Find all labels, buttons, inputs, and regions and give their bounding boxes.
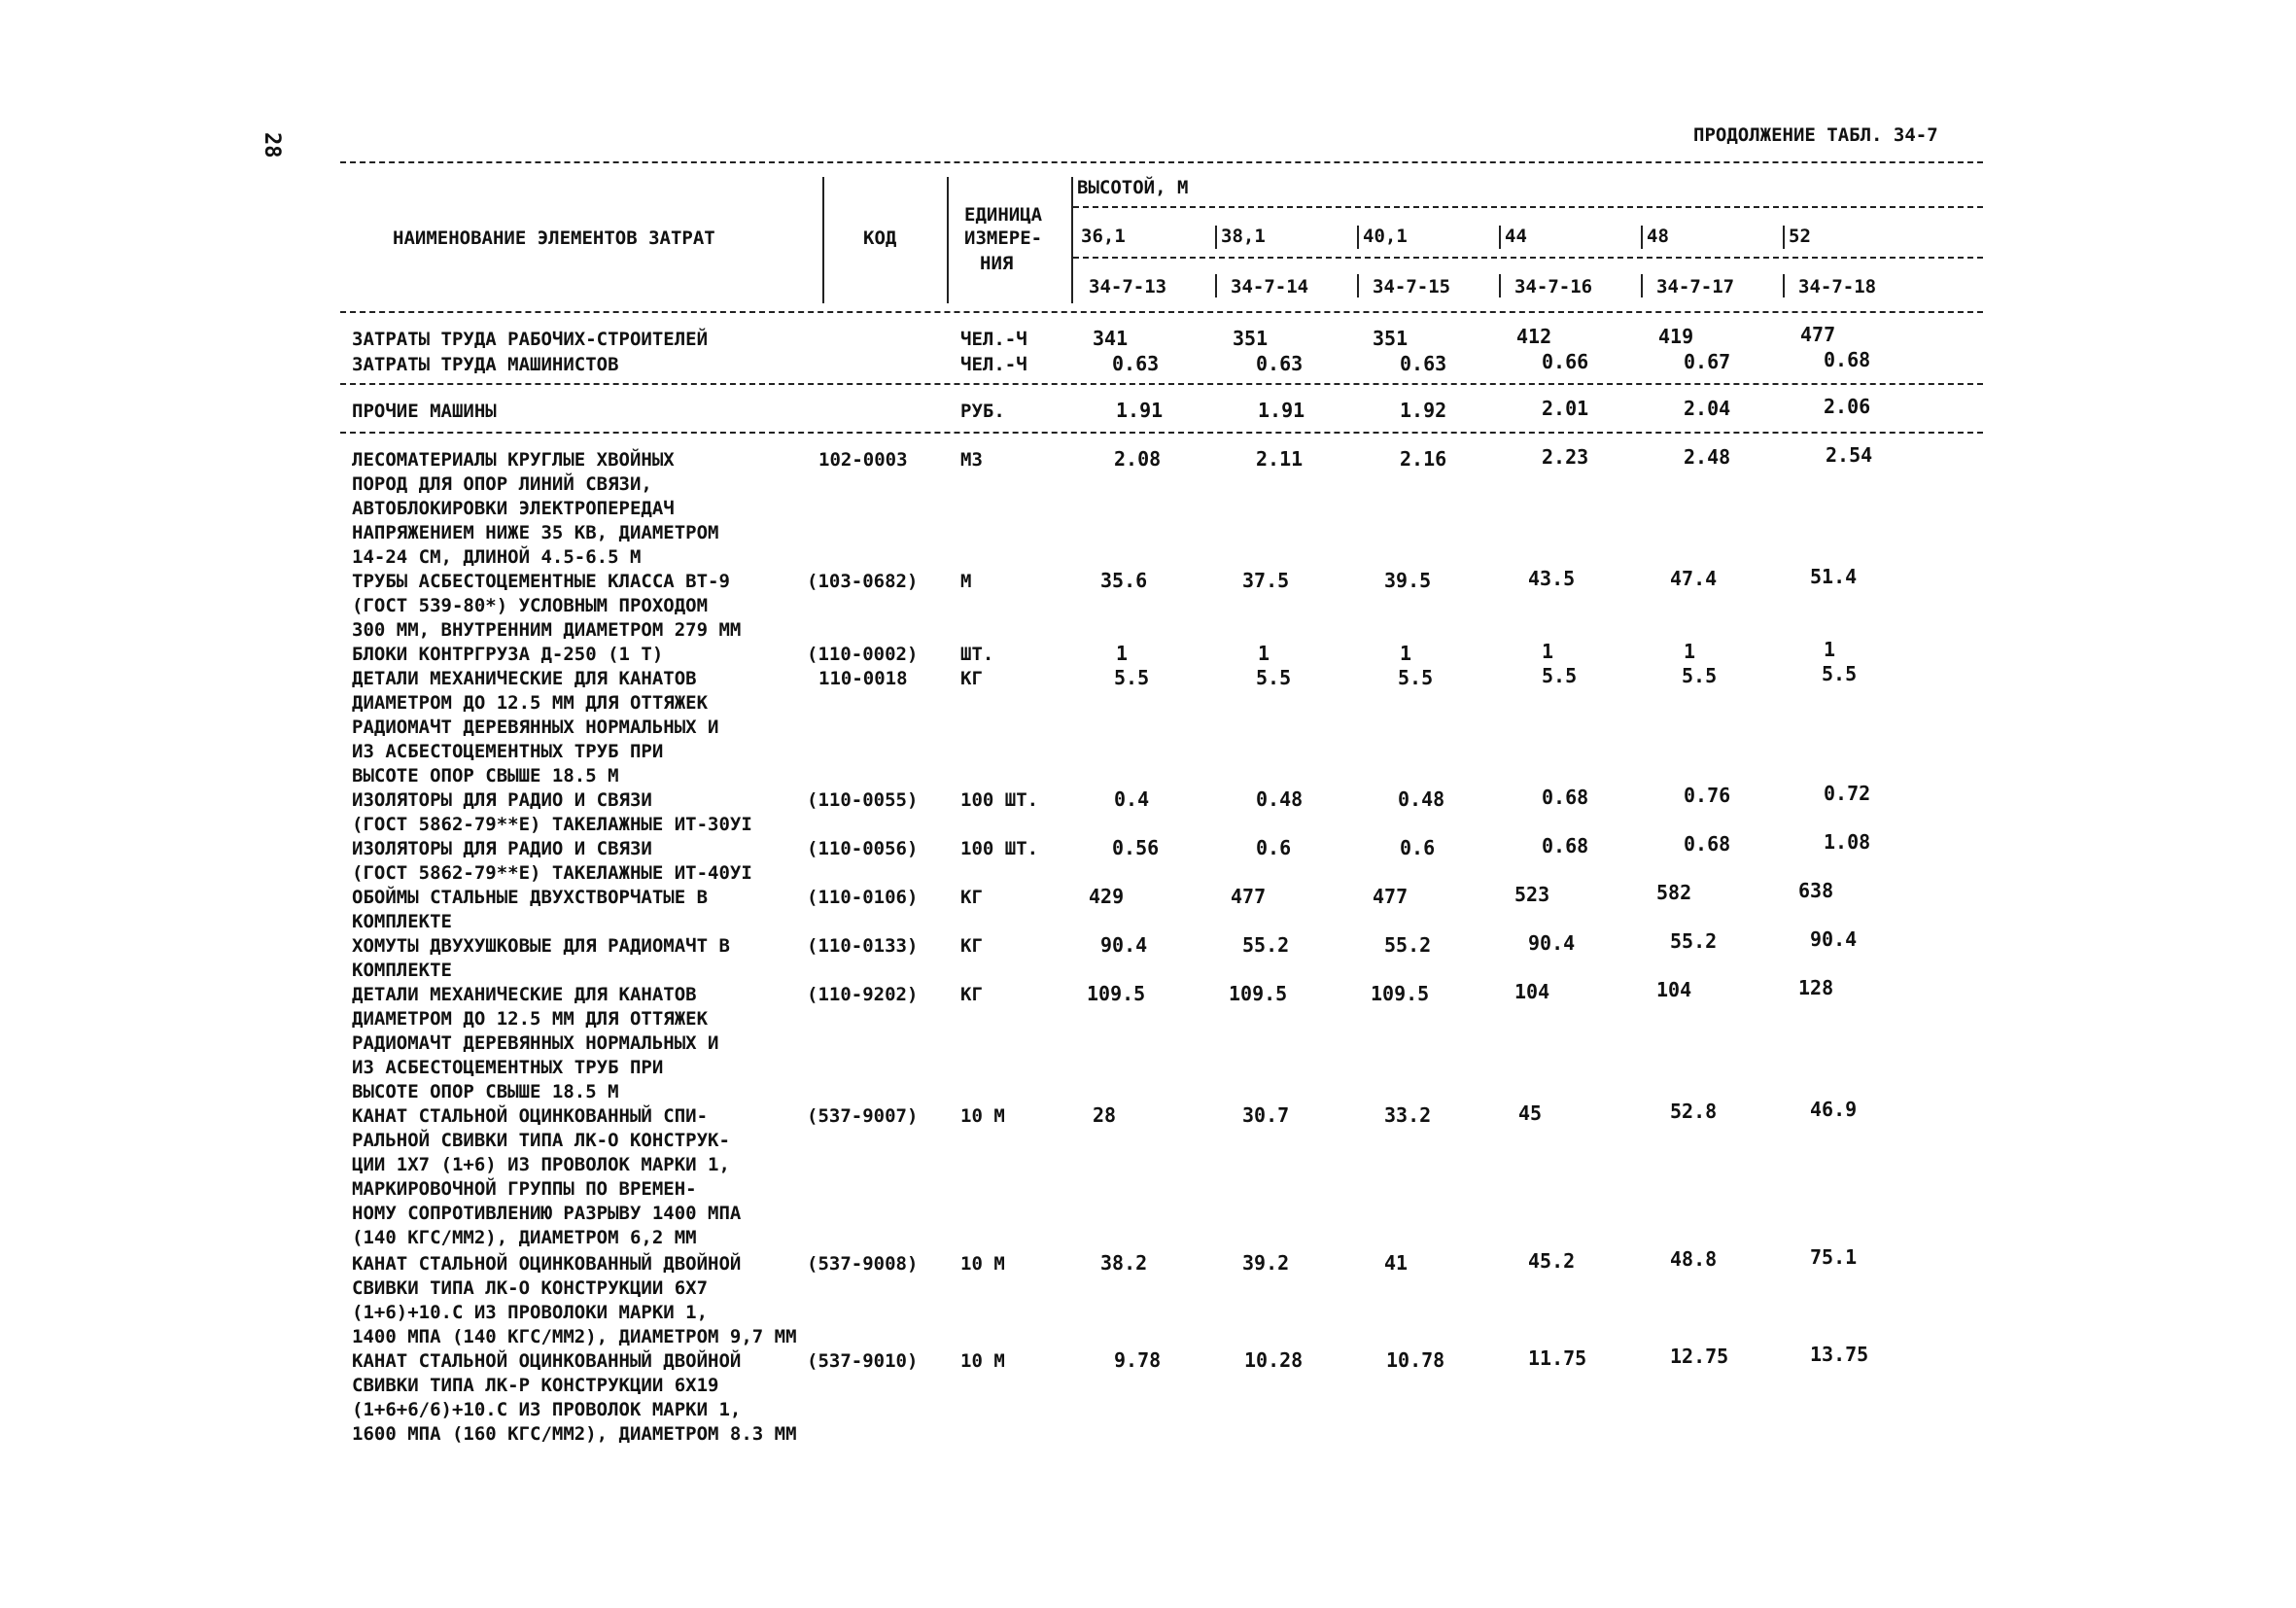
material-name-line: НОМУ СОПРОТИВЛЕНИЮ РАЗРЫВУ 1400 МПА [352,1203,742,1224]
value-cell: 47.4 [1670,567,1718,590]
value-cell: 55.2 [1384,933,1432,957]
col-divider [1641,274,1643,297]
material-name-line: ИЗОЛЯТОРЫ ДЛЯ РАДИО И СВЯЗИ [352,789,652,811]
material-name-line: РАДИОМАЧТ ДЕРЕВЯННЫХ НОРМАЛЬНЫХ И [352,717,719,738]
material-unit: КГ [960,935,983,957]
material-code: 102-0003 [818,449,908,471]
labor-row-unit: ЧЕЛ.-Ч [960,354,1027,375]
material-name-line: ВЫСОТЕ ОПОР СВЫШЕ 18.5 М [352,1081,619,1102]
material-name-line: ЦИИ 1Х7 (1+6) ИЗ ПРОВОЛОК МАРКИ 1, [352,1154,730,1175]
value-cell: 412 [1516,325,1552,348]
height-value: 36,1 [1081,226,1126,247]
material-name-line: 300 ММ, ВНУТРЕННИМ ДИАМЕТРОМ 279 ММ [352,619,742,641]
value-cell: 2.54 [1826,443,1873,467]
material-code: (110-0055) [807,789,919,811]
material-name-line: КОМПЛЕКТЕ [352,960,452,981]
value-cell: 90.4 [1810,927,1858,951]
material-name-line: ДИАМЕТРОМ ДО 12.5 ММ ДЛЯ ОТТЯЖЕК [352,692,709,714]
material-code: (537-9007) [807,1105,919,1127]
value-cell: 523 [1514,883,1550,906]
value-cell: 90.4 [1100,933,1148,957]
value-cell: 104 [1514,980,1550,1003]
material-code: (110-0133) [807,935,919,957]
value-cell: 0.6 [1400,836,1436,859]
material-name-line: (ГОСТ 539-80*) УСЛОВНЫМ ПРОХОДОМ [352,595,709,616]
col-divider [1783,274,1785,297]
value-cell: 5.5 [1822,662,1858,685]
material-name-line: 1400 МПА (140 КГС/ММ2), ДИАМЕТРОМ 9,7 ММ [352,1326,797,1347]
value-cell: 1 [1116,642,1129,665]
value-cell: 10.28 [1244,1348,1304,1372]
material-name-line: 14-24 СМ, ДЛИНОЙ 4.5-6.5 М [352,546,642,568]
value-cell: 2.04 [1684,397,1731,420]
material-name-line: БЛОКИ КОНТРГРУЗА Д-250 (1 Т) [352,644,664,665]
height-value: 48 [1647,226,1669,247]
value-cell: 37.5 [1242,569,1290,592]
value-cell: 104 [1656,978,1692,1001]
value-cell: 0.67 [1684,350,1731,373]
top-rule [340,161,1983,163]
material-unit: М [960,571,972,592]
value-cell: 109.5 [1371,982,1430,1005]
value-cell: 1.92 [1400,399,1447,422]
value-cell: 1 [1258,642,1270,665]
value-cell: 5.5 [1542,664,1578,687]
norm-code: 34-7-13 [1089,276,1167,297]
value-cell: 51.4 [1810,565,1858,588]
value-cell: 0.68 [1542,786,1589,809]
value-cell: 0.76 [1684,784,1731,807]
col-divider [1357,226,1359,249]
value-cell: 2.01 [1542,397,1589,420]
value-cell: 2.08 [1114,447,1162,471]
value-cell: 419 [1658,325,1694,348]
value-cell: 341 [1093,327,1129,350]
value-cell: 5.5 [1398,666,1434,689]
material-name-line: АВТОБЛОКИРОВКИ ЭЛЕКТРОПЕРЕДАЧ [352,498,675,519]
value-cell: 39.2 [1242,1251,1290,1275]
value-cell: 75.1 [1810,1245,1858,1269]
value-cell: 10.78 [1386,1348,1445,1372]
height-value: 40,1 [1363,226,1408,247]
material-name-line: НАПРЯЖЕНИЕМ НИЖЕ 35 КВ, ДИАМЕТРОМ [352,522,719,543]
material-code: (110-0002) [807,644,919,665]
norm-code: 34-7-16 [1514,276,1593,297]
section-rule [340,383,1983,385]
material-name-line: ВЫСОТЕ ОПОР СВЫШЕ 18.5 М [352,765,619,787]
col-divider [1499,274,1501,297]
section-rule [340,432,1983,434]
value-cell: 39.5 [1384,569,1432,592]
value-cell: 2.11 [1256,447,1304,471]
material-name-line: КАНАТ СТАЛЬНОЙ ОЦИНКОВАННЫЙ СПИ- [352,1105,709,1127]
material-name-line: СВИВКИ ТИПА ЛК-Р КОНСТРУКЦИИ 6Х19 [352,1375,719,1396]
unit-column-header-2: ИЗМЕРЕ- [964,227,1043,249]
material-name-line: (140 КГС/ММ2), ДИАМЕТРОМ 6,2 ММ [352,1227,697,1248]
norm-code: 34-7-18 [1798,276,1877,297]
material-name-line: (1+6+6/6)+10.С ИЗ ПРОВОЛОК МАРКИ 1, [352,1399,742,1420]
col-divider [822,177,824,303]
value-cell: 38.2 [1100,1251,1148,1275]
name-column-header: НАИМЕНОВАНИЕ ЭЛЕМЕНТОВ ЗАТРАТ [393,227,715,249]
value-cell: 1.91 [1116,399,1164,422]
value-cell: 109.5 [1087,982,1146,1005]
material-name-line: ДЕТАЛИ МЕХАНИЧЕСКИЕ ДЛЯ КАНАТОВ [352,984,697,1005]
value-cell: 0.72 [1824,782,1871,805]
material-name-line: КОМПЛЕКТЕ [352,911,452,932]
value-cell: 109.5 [1229,982,1288,1005]
material-unit: КГ [960,887,983,908]
header-bottom-rule [340,311,1983,313]
height-value: 52 [1789,226,1811,247]
value-cell: 9.78 [1114,1348,1162,1372]
material-unit: 100 ШТ. [960,838,1039,859]
value-cell: 90.4 [1528,931,1576,955]
material-name-line: ИЗОЛЯТОРЫ ДЛЯ РАДИО И СВЯЗИ [352,838,652,859]
material-name-line: (1+6)+10.С ИЗ ПРОВОЛОКИ МАРКИ 1, [352,1302,709,1323]
value-cell: 477 [1373,885,1409,908]
labor-row-name: ЗАТРАТЫ ТРУДА РАБОЧИХ-СТРОИТЕЛЕЙ [352,329,709,350]
material-name-line: ХОМУТЫ ДВУХУШКОВЫЕ ДЛЯ РАДИОМАЧТ В [352,935,730,957]
continuation-title: ПРОДОЛЖЕНИЕ ТАБЛ. 34-7 [1693,124,1938,146]
material-unit: 10 М [960,1350,1005,1372]
value-cell: 0.48 [1256,787,1304,811]
value-cell: 46.9 [1810,1098,1858,1121]
value-cell: 1.08 [1824,830,1871,854]
value-cell: 5.5 [1114,666,1150,689]
material-name-line: (ГОСТ 5862-79**Е) ТАКЕЛАЖНЫЕ ИТ-40УI [352,862,752,884]
value-cell: 1.91 [1258,399,1305,422]
material-name-line: ДЕТАЛИ МЕХАНИЧЕСКИЕ ДЛЯ КАНАТОВ [352,668,697,689]
material-name-line: ИЗ АСБЕСТОЦЕМЕНТНЫХ ТРУБ ПРИ [352,741,664,762]
material-unit: 10 М [960,1105,1005,1127]
material-unit: 10 М [960,1253,1005,1275]
value-cell: 351 [1373,327,1409,350]
unit-column-header-3: НИЯ [980,253,1014,274]
value-cell: 43.5 [1528,567,1576,590]
machines-row-name: ПРОЧИЕ МАШИНЫ [352,401,497,422]
page-number: 28 [260,132,284,158]
material-name-line: СВИВКИ ТИПА ЛК-О КОНСТРУКЦИИ 6Х7 [352,1277,709,1299]
unit-column-header-1: ЕДИНИЦА [964,204,1043,226]
material-code: (110-0106) [807,887,919,908]
header-rule [1073,257,1983,259]
value-cell: 1 [1824,638,1836,661]
value-cell: 13.75 [1810,1343,1869,1366]
value-cell: 0.68 [1542,834,1589,857]
value-cell: 0.48 [1398,787,1445,811]
header-rule [1073,206,1983,208]
value-cell: 52.8 [1670,1100,1718,1123]
norm-code: 34-7-17 [1656,276,1735,297]
material-code: (103-0682) [807,571,919,592]
col-divider [1071,177,1073,303]
value-cell: 0.68 [1824,348,1871,371]
material-name-line: (ГОСТ 5862-79**Е) ТАКЕЛАЖНЫЕ ИТ-30УI [352,814,752,835]
value-cell: 1 [1684,640,1696,663]
value-cell: 35.6 [1100,569,1148,592]
value-cell: 55.2 [1242,933,1290,957]
material-unit: КГ [960,984,983,1005]
value-cell: 638 [1798,879,1834,902]
value-cell: 477 [1800,323,1836,346]
value-cell: 2.23 [1542,445,1589,469]
value-cell: 351 [1233,327,1269,350]
value-cell: 0.63 [1256,352,1304,375]
value-cell: 429 [1089,885,1125,908]
value-cell: 11.75 [1528,1346,1587,1370]
col-divider [1783,226,1785,249]
material-name-line: КАНАТ СТАЛЬНОЙ ОЦИНКОВАННЫЙ ДВОЙНОЙ [352,1253,742,1275]
material-unit: М3 [960,449,983,471]
labor-row-name: ЗАТРАТЫ ТРУДА МАШИНИСТОВ [352,354,619,375]
col-divider [1499,226,1501,249]
value-cell: 55.2 [1670,929,1718,953]
value-cell: 0.4 [1114,787,1150,811]
value-cell: 48.8 [1670,1247,1718,1271]
machines-row-unit: РУБ. [960,401,1005,422]
material-name-line: 1600 МПА (160 КГС/ММ2), ДИАМЕТРОМ 8.3 ММ [352,1423,797,1445]
value-cell: 5.5 [1256,666,1292,689]
value-cell: 0.63 [1112,352,1160,375]
material-name-line: РАЛЬНОЙ СВИВКИ ТИПА ЛК-О КОНСТРУК- [352,1130,730,1151]
col-divider [1215,226,1217,249]
value-cell: 2.16 [1400,447,1447,471]
value-cell: 5.5 [1682,664,1718,687]
norm-code: 34-7-14 [1231,276,1309,297]
height-header: ВЫСОТОЙ, М [1077,177,1189,198]
material-name-line: МАРКИРОВОЧНОЙ ГРУППЫ ПО ВРЕМЕН- [352,1178,697,1200]
value-cell: 582 [1656,881,1692,904]
value-cell: 41 [1384,1251,1409,1275]
material-name-line: ИЗ АСБЕСТОЦЕМЕНТНЫХ ТРУБ ПРИ [352,1057,664,1078]
material-name-line: КАНАТ СТАЛЬНОЙ ОЦИНКОВАННЫЙ ДВОЙНОЙ [352,1350,742,1372]
value-cell: 2.06 [1824,395,1871,418]
value-cell: 0.66 [1542,350,1589,373]
norm-code: 34-7-15 [1373,276,1451,297]
value-cell: 0.63 [1400,352,1447,375]
value-cell: 128 [1798,976,1834,999]
material-code: (110-9202) [807,984,919,1005]
material-code: (110-0056) [807,838,919,859]
col-divider [1357,274,1359,297]
height-value: 44 [1505,226,1527,247]
value-cell: 30.7 [1242,1103,1290,1127]
col-divider [1641,226,1643,249]
value-cell: 2.48 [1684,445,1731,469]
material-unit: КГ [960,668,983,689]
value-cell: 0.56 [1112,836,1160,859]
value-cell: 0.6 [1256,836,1292,859]
labor-row-unit: ЧЕЛ.-Ч [960,329,1027,350]
value-cell: 45 [1518,1101,1543,1125]
material-unit: 100 ШТ. [960,789,1039,811]
value-cell: 477 [1231,885,1267,908]
value-cell: 45.2 [1528,1249,1576,1273]
value-cell: 1 [1400,642,1412,665]
material-code: (537-9010) [807,1350,919,1372]
material-name-line: ДИАМЕТРОМ ДО 12.5 ММ ДЛЯ ОТТЯЖЕК [352,1008,709,1030]
col-divider [947,177,949,303]
value-cell: 0.68 [1684,832,1731,856]
material-name-line: РАДИОМАЧТ ДЕРЕВЯННЫХ НОРМАЛЬНЫХ И [352,1032,719,1054]
value-cell: 12.75 [1670,1345,1729,1368]
material-unit: ШТ. [960,644,994,665]
material-name-line: ТРУБЫ АСБЕСТОЦЕМЕНТНЫЕ КЛАССА ВТ-9 [352,571,730,592]
value-cell: 28 [1093,1103,1117,1127]
material-code: (537-9008) [807,1253,919,1275]
material-name-line: ЛЕСОМАТЕРИАЛЫ КРУГЛЫЕ ХВОЙНЫХ [352,449,675,471]
value-cell: 33.2 [1384,1103,1432,1127]
value-cell: 1 [1542,640,1554,663]
col-divider [1215,274,1217,297]
material-name-line: ОБОЙМЫ СТАЛЬНЫЕ ДВУХСТВОРЧАТЫЕ В [352,887,709,908]
height-value: 38,1 [1221,226,1266,247]
material-name-line: ПОРОД ДЛЯ ОПОР ЛИНИЙ СВЯЗИ, [352,473,652,495]
code-column-header: КОД [863,227,897,249]
material-code: 110-0018 [818,668,908,689]
